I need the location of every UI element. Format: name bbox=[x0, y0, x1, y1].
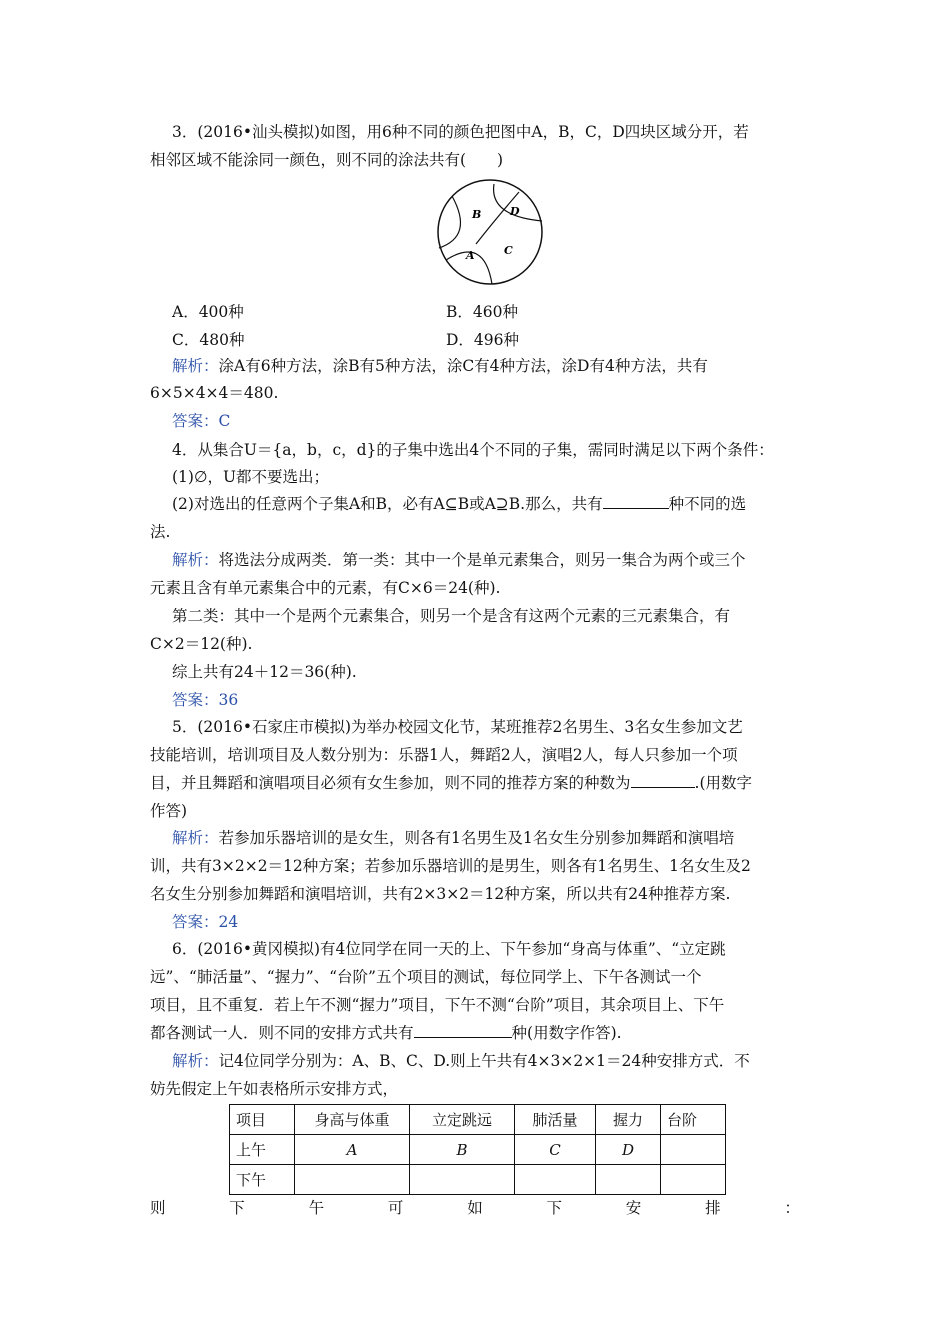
table-cell bbox=[410, 1165, 515, 1195]
q4-analysis-1 bbox=[172, 549, 746, 571]
q4-line1: 4．从集合U＝{a，b，c，d}的子集中选出4个不同的子集，需同时满足以下两个条件： bbox=[172, 441, 774, 459]
cell-value: C bbox=[549, 1140, 561, 1159]
q4-analysis-5: 综上共有24＋12＝36(种). bbox=[172, 663, 357, 681]
q3-line1: 3．(2016•汕头模拟)如图，用6种不同的颜色把图中A，B，C，D四块区域分开，若 bbox=[172, 123, 749, 141]
q6-line4-tail: 种(用数字作答). bbox=[511, 1024, 622, 1042]
table-cell: 肺活量 bbox=[515, 1105, 596, 1135]
q5-line3-tail: .(用数字 bbox=[694, 774, 752, 792]
q5-line2: 技能培训，培训项目及人数分别为：乐器1人，舞蹈2人，演唱2人，每人只参加一个项 bbox=[150, 746, 738, 764]
table-cell: 握力 bbox=[596, 1105, 661, 1135]
analysis-label: 解析： bbox=[172, 829, 219, 847]
q4-line3-tail: 种不同的选 bbox=[668, 495, 747, 513]
analysis-text: 若参加乐器培训的是女生，则各有1名男生及1名女生分别参加舞蹈和演唱培 bbox=[218, 829, 735, 847]
analysis-text: 涂A有6种方法，涂B有5种方法，涂C有4种方法，涂D有4种方法，共有 bbox=[218, 357, 708, 375]
table-cell: 项目 bbox=[230, 1105, 295, 1135]
q3-answer: 答案：C bbox=[172, 412, 231, 430]
q5-answer: 答案：24 bbox=[172, 913, 239, 931]
q6-last-line bbox=[150, 1196, 800, 1218]
char: 则 bbox=[150, 1199, 166, 1217]
char: 可 bbox=[387, 1199, 404, 1217]
q4-line2: (1)∅，U都不要选出； bbox=[172, 468, 330, 486]
answer-blank bbox=[414, 1023, 512, 1038]
q5-line4: 作答) bbox=[150, 802, 188, 820]
q3-analysis-1 bbox=[172, 355, 708, 377]
analysis-label: 解析： bbox=[172, 357, 219, 375]
q6-line2: 远”、“肺活量”、“握力”、“台阶”五个项目的测试，每位同学上、下午各测试一个 bbox=[150, 968, 702, 986]
char: 安 bbox=[625, 1199, 642, 1217]
q5-analysis-2: 训，共有3×2×2＝12种方案；若参加乐器培训的是男生，则各有1名男生、1名女生及2 bbox=[150, 857, 751, 875]
q6-line4 bbox=[150, 1022, 622, 1044]
table-cell bbox=[515, 1135, 596, 1165]
table-cell: 身高与体重 bbox=[295, 1105, 410, 1135]
q3-analysis-2: 6×5×4×4＝480. bbox=[150, 384, 279, 402]
char: ： bbox=[784, 1199, 800, 1217]
table-cell bbox=[596, 1135, 661, 1165]
char: 午 bbox=[308, 1199, 325, 1217]
q4-analysis-3: 第二类：其中一个是两个元素集合，则另一个是含有这两个元素的三元素集合，有 bbox=[172, 607, 731, 625]
table-header-row bbox=[230, 1105, 726, 1135]
analysis-label: 解析： bbox=[172, 551, 219, 569]
table-cell: 下午 bbox=[230, 1165, 295, 1195]
q6-line3: 项目，且不重复．若上午不测“握力”项目，下午不测“台阶”项目，其余项目上、下午 bbox=[150, 996, 725, 1014]
table-row bbox=[230, 1135, 726, 1165]
option-b: B．460种 bbox=[446, 303, 518, 321]
q5-line3-text: 目，并且舞蹈和演唱项目必须有女生参加，则不同的推荐方案的种数为 bbox=[150, 774, 631, 792]
q5-line3 bbox=[150, 772, 752, 794]
table-cell bbox=[661, 1165, 726, 1195]
table-row bbox=[230, 1165, 726, 1195]
label-A: A bbox=[466, 249, 475, 262]
table-cell bbox=[515, 1165, 596, 1195]
option-a: A．400种 bbox=[172, 303, 244, 321]
analysis-text: 记4位同学分别为：A、B、C、D.则上午共有4×3×2×1＝24种安排方式．不 bbox=[218, 1052, 750, 1070]
q5-line1: 5．(2016•石家庄市模拟)为举办校园文化节，某班推荐2名男生、3名女生参加文艺 bbox=[172, 718, 743, 736]
region-diagram bbox=[434, 176, 546, 288]
table-cell bbox=[410, 1135, 515, 1165]
q4-line3-text: (2)对选出的任意两个子集A和B，必有A⊆B或A⊇B.那么，共有 bbox=[172, 495, 603, 513]
char: 排 bbox=[705, 1199, 721, 1217]
cell-value: B bbox=[456, 1140, 468, 1159]
schedule-table bbox=[229, 1104, 726, 1195]
q6-line1: 6．(2016•黄冈模拟)有4位同学在同一天的上、下午参加“身高与体重”、“立定跳 bbox=[172, 940, 726, 958]
q6-line4-text: 都各测试一人．则不同的安排方式共有 bbox=[150, 1024, 414, 1042]
char: 下 bbox=[229, 1199, 245, 1217]
char: 如 bbox=[467, 1199, 483, 1217]
cell-value: D bbox=[621, 1140, 635, 1159]
table-cell bbox=[661, 1135, 726, 1165]
option-c: C．480种 bbox=[172, 331, 245, 349]
table-cell bbox=[596, 1165, 661, 1195]
table-cell: 台阶 bbox=[661, 1105, 726, 1135]
q3-line2: 相邻区域不能涂同一颜色，则不同的涂法共有( ) bbox=[150, 151, 504, 169]
analysis-text: 将选法分成两类．第一类：其中一个是单元素集合，则另一集合为两个或三个 bbox=[218, 551, 746, 569]
answer-blank bbox=[603, 494, 669, 509]
answer-blank bbox=[631, 773, 695, 788]
q4-line3 bbox=[172, 493, 746, 515]
table-cell bbox=[295, 1165, 410, 1195]
char: 下 bbox=[546, 1199, 562, 1217]
q5-analysis-1 bbox=[172, 827, 734, 849]
option-d: D．496种 bbox=[446, 331, 520, 349]
q4-analysis-2: 元素且含有单元素集合中的元素，有C×6＝24(种). bbox=[150, 579, 501, 597]
analysis-label: 解析： bbox=[172, 1052, 219, 1070]
label-D: D bbox=[510, 205, 520, 218]
table-cell: 上午 bbox=[230, 1135, 295, 1165]
q5-analysis-3: 名女生分别参加舞蹈和演唱培训，共有2×3×2＝12种方案，所以共有24种推荐方案. bbox=[150, 885, 731, 903]
table-cell: 立定跳远 bbox=[410, 1105, 515, 1135]
table-cell bbox=[295, 1135, 410, 1165]
q6-analysis-2: 妨先假定上午如表格所示安排方式， bbox=[150, 1080, 399, 1098]
q4-answer: 答案：36 bbox=[172, 691, 239, 709]
q4-line4: 法. bbox=[150, 523, 171, 541]
label-B: B bbox=[472, 208, 482, 221]
q6-analysis-1 bbox=[172, 1050, 750, 1072]
q4-analysis-4: C×2＝12(种). bbox=[150, 635, 253, 653]
cell-value: A bbox=[346, 1140, 358, 1159]
label-C: C bbox=[504, 244, 513, 257]
